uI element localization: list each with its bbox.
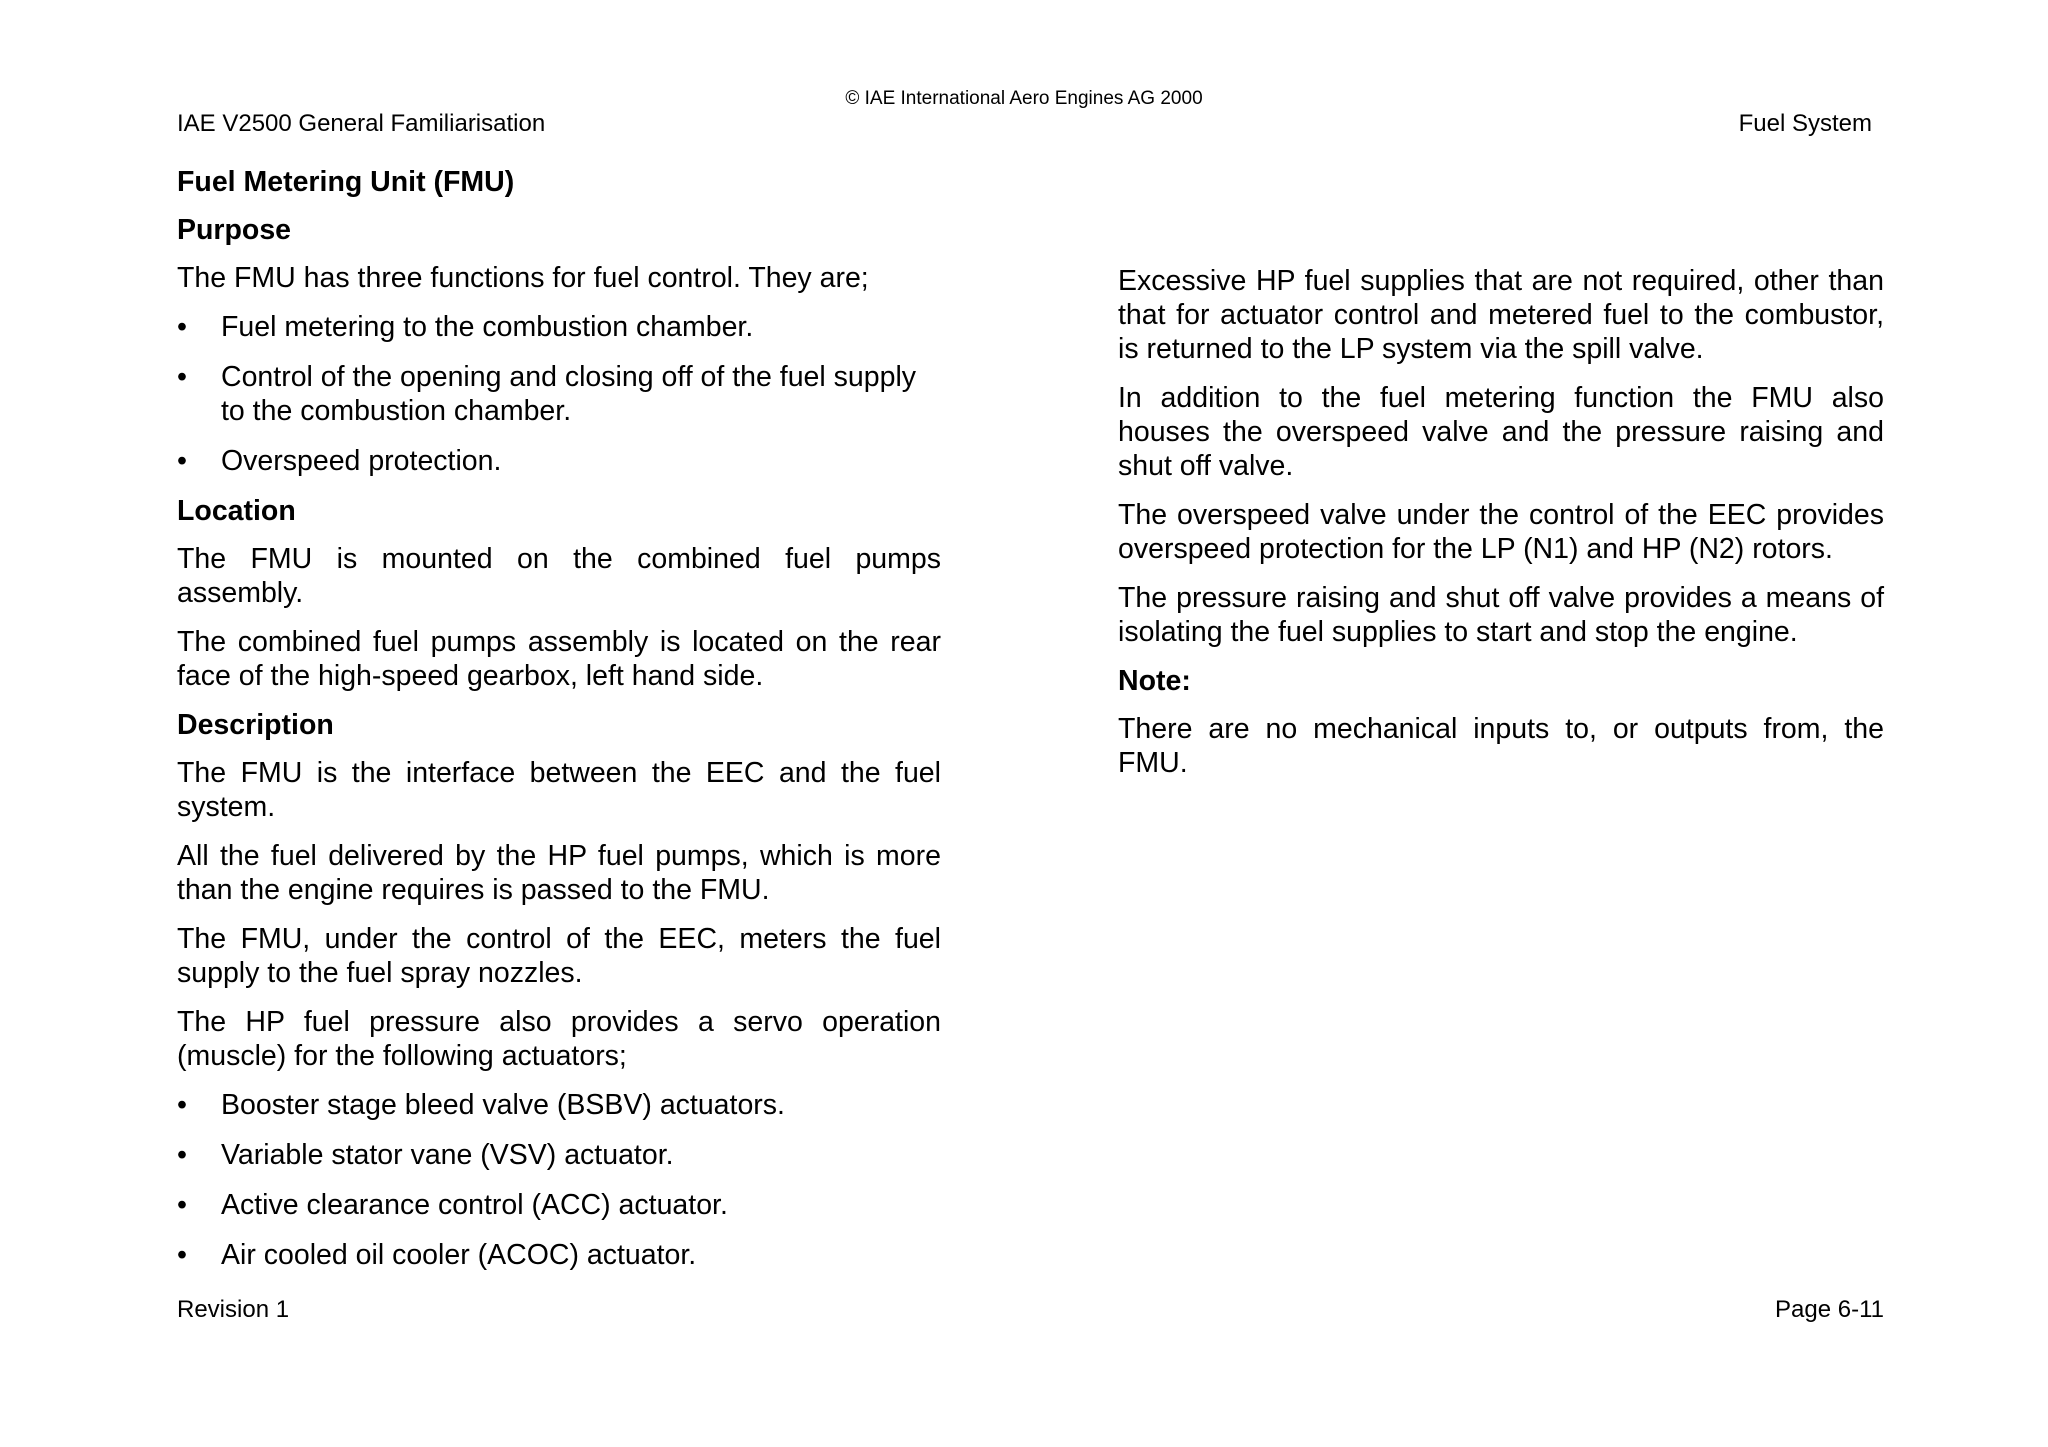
purpose-list — [177, 310, 941, 478]
location-paragraph: The combined fuel pumps assembly is located on the rear face of the high-speed gearbox, left hand side. — [177, 626, 941, 692]
note-heading: Note: — [1118, 665, 1191, 697]
list-item-text: Overspeed protection. — [221, 445, 502, 477]
header-section-title: Fuel System — [1738, 110, 1872, 137]
body-paragraph: In addition to the fuel metering function the FMU also houses the overspeed valve and the pressure raising and shut off valve. — [1118, 382, 1884, 482]
copyright-notice: © IAE International Aero Engines AG 2000 — [845, 88, 1203, 109]
actuator-list — [177, 1088, 941, 1272]
list-item — [177, 444, 941, 478]
right-column — [1118, 264, 1884, 795]
list-item — [177, 1138, 941, 1172]
list-item — [177, 360, 941, 428]
bullet-icon: • — [177, 361, 187, 393]
list-item — [177, 1088, 941, 1122]
purpose-intro: The FMU has three functions for fuel control. They are; — [177, 262, 869, 294]
footer-page-number: Page 6-11 — [1775, 1296, 1884, 1323]
list-item — [177, 310, 941, 344]
location-heading: Location — [177, 495, 296, 527]
bullet-icon: • — [177, 1139, 187, 1171]
description-paragraph: The FMU is the interface between the EEC and the fuel system. — [177, 757, 941, 823]
description-heading: Description — [177, 709, 334, 741]
description-paragraph: The HP fuel pressure also provides a servo operation (muscle) for the following actuators; — [177, 1006, 941, 1072]
list-item — [177, 1188, 941, 1222]
header-document-title: IAE V2500 General Familiarisation — [177, 110, 546, 137]
list-item-text: Variable stator vane (VSV) actuator. — [221, 1139, 674, 1171]
list-item-text: Control of the opening and closing off of the fuel supply to the combustion chamber. — [221, 361, 917, 427]
location-paragraph: The FMU is mounted on the combined fuel pumps assembly. — [177, 543, 941, 609]
bullet-icon: • — [177, 1239, 187, 1271]
body-paragraph: The overspeed valve under the control of the EEC provides overspeed protection for the LP (N1) and HP (N2) rotors. — [1118, 499, 1884, 565]
list-item-text: Air cooled oil cooler (ACOC) actuator. — [221, 1239, 697, 1271]
description-paragraph: The FMU, under the control of the EEC, meters the fuel supply to the fuel spray nozzles. — [177, 923, 941, 989]
bullet-icon: • — [177, 445, 187, 477]
list-item-text: Active clearance control (ACC) actuator. — [221, 1189, 728, 1221]
note-paragraph: There are no mechanical inputs to, or outputs from, the FMU. — [1118, 713, 1884, 779]
purpose-heading: Purpose — [177, 214, 292, 246]
list-item-text: Fuel metering to the combustion chamber. — [221, 311, 754, 343]
body-paragraph: Excessive HP fuel supplies that are not required, other than that for actuator control and metered fuel to the combustor, is returned to the LP system via the spill valve. — [1118, 265, 1884, 365]
bullet-icon: • — [177, 1189, 187, 1221]
bullet-icon: • — [177, 1089, 187, 1121]
page-title: Fuel Metering Unit (FMU) — [177, 166, 515, 198]
list-item — [177, 1238, 941, 1272]
left-column — [177, 165, 941, 1288]
footer-revision: Revision 1 — [177, 1296, 290, 1323]
description-paragraph: All the fuel delivered by the HP fuel pumps, which is more than the engine requires is passed to the FMU. — [177, 840, 941, 906]
bullet-icon: • — [177, 311, 187, 343]
body-paragraph: The pressure raising and shut off valve provides a means of isolating the fuel supplies to start and stop the engine. — [1118, 582, 1884, 648]
list-item-text: Booster stage bleed valve (BSBV) actuators. — [221, 1089, 785, 1121]
